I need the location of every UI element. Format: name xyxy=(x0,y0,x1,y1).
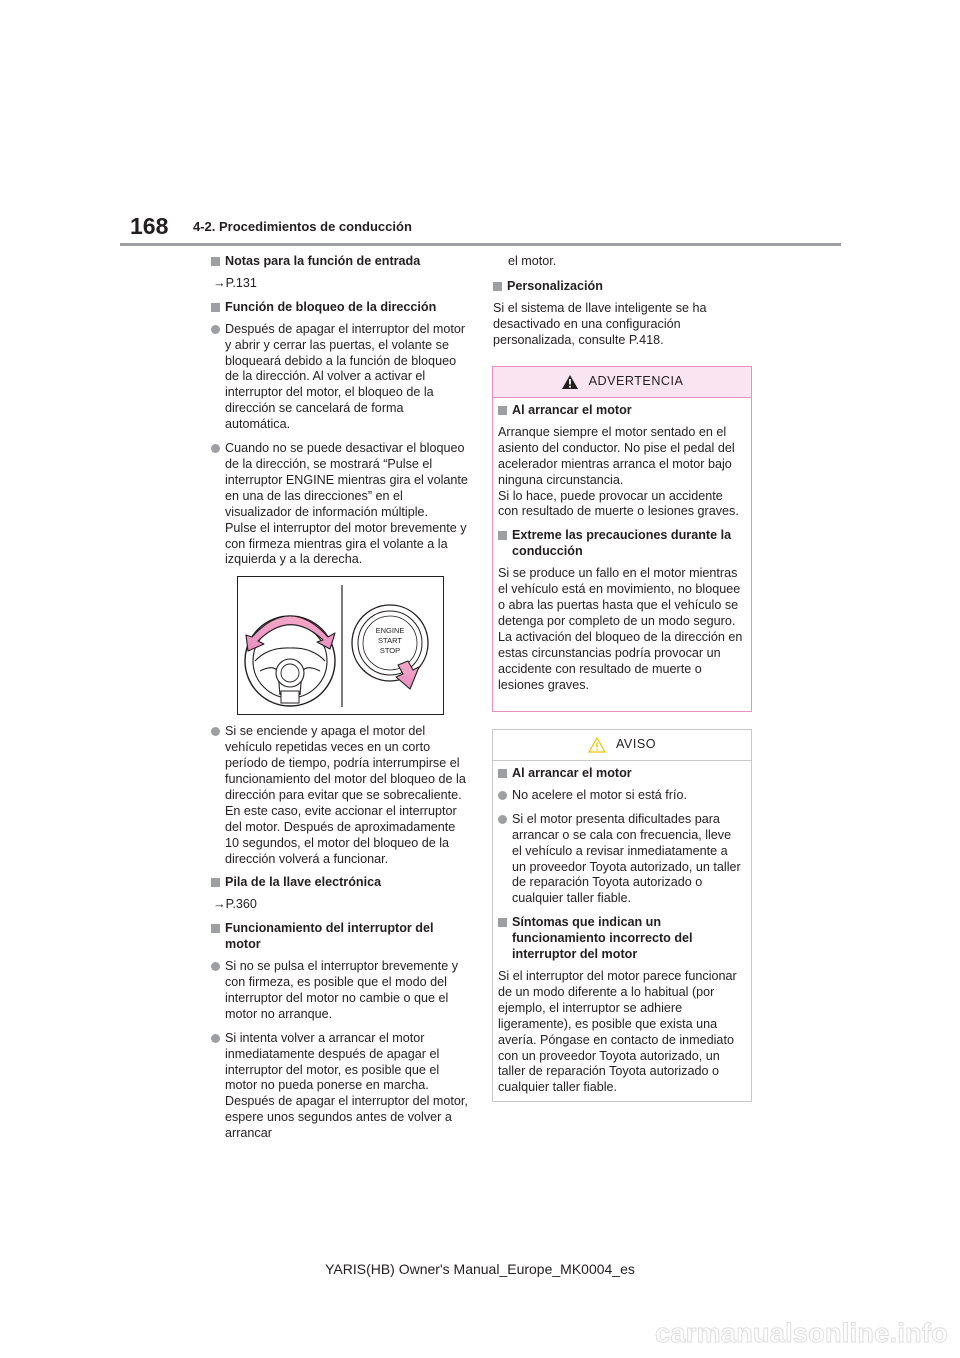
paragraph: Si se produce un fallo en el motor mientras el vehículo está en movimiento, no bloquee o abra las puertas hasta que el vehículo se detenga por completo de un modo seguro. La activación del bloqueo de la dirección en estas circunstancias podría provocar un accidente con resultado de muerte o lesiones graves. xyxy=(498,566,743,692)
paragraph-line: Si lo hace, puede provocar un accidente con resultado de muerte o lesiones graves. xyxy=(498,488,739,519)
warning-title: ADVERTENCIA xyxy=(588,374,684,389)
bullet-text: Si se enciende y apaga el motor del vehículo repetidas veces en un corto período de tiempo, podría interrumpirse el funcionamiento del motor del bloqueo de la dirección para evitar que se sobrecaliente. En este caso, evite accionar el interruptor del motor. Después de aproximadamente 10 segundos, el motor del bloqueo de la dirección volverá a funcionar. xyxy=(225,724,466,866)
bullet-text-line: Cuando no se puede desactivar el bloqueo de la dirección, se mostrará “Pulse el interruptor ENGINE mientras gira el volante en una de las direcciones” en el visualizador de información múltiple. xyxy=(225,441,468,519)
heading-square-icon xyxy=(211,257,220,266)
notice-title: AVISO xyxy=(615,737,657,752)
bullet-dot-icon xyxy=(211,727,220,736)
heading-square-icon xyxy=(211,303,220,312)
bullet-dot-icon xyxy=(211,325,220,334)
paragraph xyxy=(498,425,744,520)
paragraph: Si el sistema de llave inteligente se ha desactivado en una configuración personalizada, consulte P.418. xyxy=(493,300,707,347)
page-reference: →P.360 xyxy=(213,897,257,912)
heading-text: Personalización xyxy=(507,278,603,293)
button-label: ENGINE xyxy=(375,626,405,636)
caution-triangle-icon xyxy=(588,737,606,753)
bullet-item xyxy=(498,812,744,907)
notice-box xyxy=(492,729,752,1102)
section-title: 4-2. Procedimientos de conducción xyxy=(193,219,412,234)
continued-text: el motor. xyxy=(508,254,557,268)
section-heading xyxy=(211,921,469,953)
paragraph-line: Arranque siempre el motor sentado en el asiento del conductor. No pise el pedal del acelerador mientras arranca el motor bajo ninguna circunstancia. xyxy=(498,424,735,487)
heading-square-icon xyxy=(498,769,507,778)
bullet-text xyxy=(225,441,469,568)
bullet-text: Después de apagar el interruptor del motor y abrir y cerrar las puertas, el volante se bloqueará debido a la función de bloqueo de la dirección. Al volver a activar el interruptor del motor, el bloqueo de la dirección se cancelará de forma automática. xyxy=(225,321,466,432)
illustration-svg xyxy=(238,577,443,714)
bullet-text: Si intenta volver a arrancar el motor inmediatamente después de apagar el interruptor del motor, es posible que el motor no pueda ponerse en marcha. Después de apagar el interruptor del motor, espere unos segundos antes de volver a arrancar xyxy=(225,1030,468,1141)
heading-square-icon xyxy=(498,406,507,415)
right-column xyxy=(493,254,751,357)
heading-text: Extreme las precauciones durante la conducción xyxy=(512,528,732,559)
page-number: 168 xyxy=(130,213,169,239)
heading-text: Al arrancar el motor xyxy=(512,766,632,780)
notice-body xyxy=(493,761,751,1096)
heading-text: Síntomas que indican un funcionamiento incorrecto del interruptor del motor xyxy=(512,915,693,962)
bullet-text: Si el motor presenta dificultades para arrancar o se cala con frecuencia, lleve el vehículo a revisar inmediatamente a un proveedor Toyota autorizado, un taller de reparación Toyota autorizado o cualquier taller fiable. xyxy=(512,811,741,906)
left-column xyxy=(211,254,469,1150)
bullet-text-line: Pulse el interruptor del motor brevemente y con firmeza mientras gira el volante a la izquierda y a la derecha. xyxy=(225,520,467,567)
bullet-dot-icon xyxy=(211,1034,220,1043)
section-heading xyxy=(211,254,469,270)
section-heading xyxy=(498,403,744,419)
heading-text: Notas para la función de entrada xyxy=(225,254,421,268)
heading-square-icon xyxy=(498,918,507,927)
section-heading xyxy=(498,528,744,560)
bullet-item xyxy=(211,441,469,568)
document-id: YARIS(HB) Owner's Manual_Europe_MK0004_es xyxy=(325,1261,635,1277)
bullet-item xyxy=(211,724,469,867)
bullet-text: No acelere el motor si está frío. xyxy=(512,787,687,802)
warning-body xyxy=(493,398,751,693)
notice-header xyxy=(493,730,751,761)
bullet-dot-icon xyxy=(498,791,507,800)
page-reference: →P.131 xyxy=(213,275,257,290)
heading-square-icon xyxy=(211,924,220,933)
heading-square-icon xyxy=(211,878,220,887)
button-label: STOP xyxy=(379,646,401,656)
steering-wheel-icon xyxy=(245,616,335,706)
bullet-item xyxy=(211,322,469,433)
bullet-dot-icon xyxy=(211,962,220,971)
warning-triangle-icon xyxy=(561,374,579,390)
heading-text: Al arrancar el motor xyxy=(512,403,632,417)
warning-box xyxy=(492,366,752,712)
heading-text: Funcionamiento del interruptor del motor xyxy=(225,921,434,952)
bullet-item xyxy=(498,788,744,804)
bullet-dot-icon xyxy=(211,444,220,453)
section-heading xyxy=(498,766,744,782)
warning-header xyxy=(493,367,751,398)
heading-text: Pila de la llave electrónica xyxy=(225,875,382,890)
heading-square-icon xyxy=(498,531,507,540)
bullet-item xyxy=(211,1031,469,1142)
button-label: START xyxy=(378,636,402,646)
bullet-text: Si no se pulsa el interruptor brevemente y con firmeza, es posible que el modo del interruptor del motor no cambie o que el motor no arranque. xyxy=(225,959,459,1021)
header-rule xyxy=(120,243,841,246)
section-heading xyxy=(498,915,744,963)
watermark: carmanualsonline.info xyxy=(655,1318,948,1348)
bullet-item xyxy=(211,959,469,1023)
section-heading xyxy=(211,300,469,316)
section-heading xyxy=(211,875,469,891)
heading-text: Función de bloqueo de la dirección xyxy=(225,299,437,314)
bullet-dot-icon xyxy=(498,815,507,824)
heading-square-icon xyxy=(493,282,502,291)
section-heading xyxy=(493,279,751,295)
steering-lock-illustration xyxy=(237,576,444,715)
paragraph: Si el interruptor del motor parece funcionar de un modo diferente a lo habitual (por ejemplo, el interruptor se adhiere ligeramente), es posible que exista una avería. Póngase en contacto de inmediato con un proveedor Toyota autorizado, un taller de reparación Toyota autorizado o cualquier taller fiable. xyxy=(498,968,737,1095)
